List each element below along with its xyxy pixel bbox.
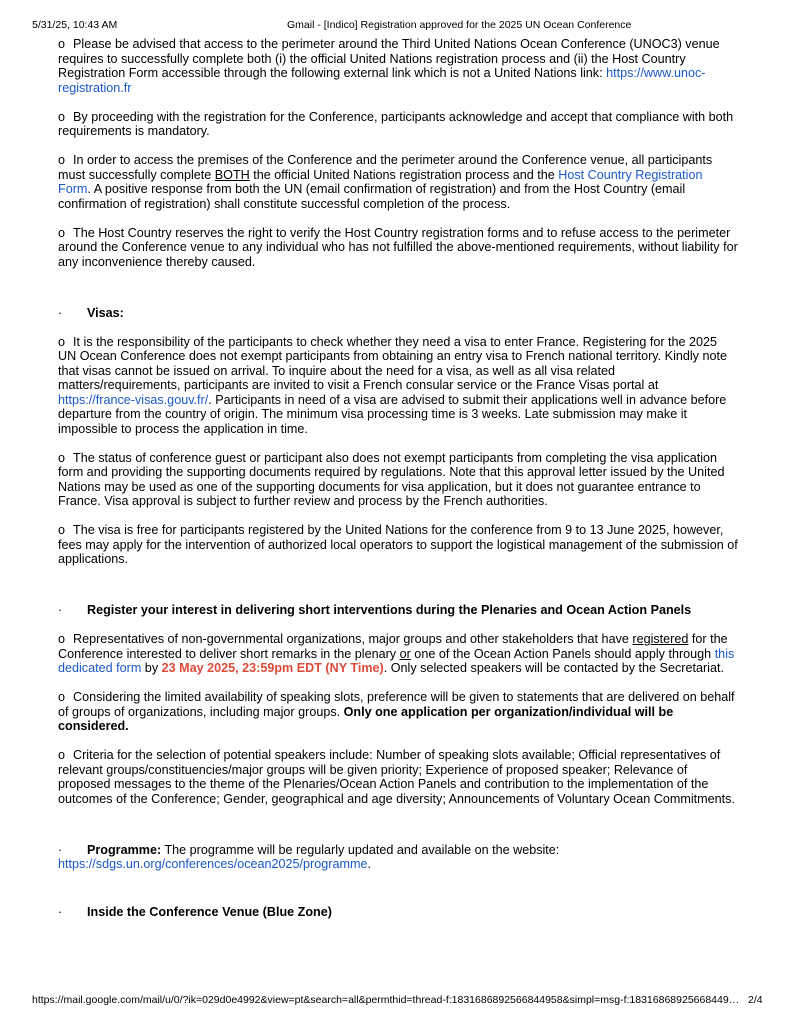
bullet-dot: · — [58, 905, 63, 919]
bullet-dot: · — [58, 305, 63, 320]
section-heading-visas: · Visas: — [58, 305, 124, 320]
print-datetime: 5/31/25, 10:43 AM — [32, 19, 118, 31]
paragraph-compliance: o By proceeding with the registration for the Conference, participants acknowledge and accept that compliance with both requirements is mandatory. — [58, 109, 734, 138]
unoc-registration-link[interactable]: https://www.unoc-registration.fr — [58, 66, 706, 95]
list-marker: o — [58, 748, 66, 762]
email-body — [58, 37, 738, 934]
section-heading-interventions: · Register your interest in delivering short interventions during the Plenaries and Ocean Action Panels — [58, 603, 692, 617]
france-visas-link[interactable]: https://france-visas.gouv.fr/ — [58, 392, 209, 407]
programme-link[interactable]: https://sdgs.un.org/conferences/ocean2025/programme — [58, 857, 368, 871]
host-country-form-link[interactable]: Host Country Registration Form — [58, 167, 703, 196]
paragraph-visa-fees: o The visa is free for participants registered by the United Nations for the conference from 9 to 13 June 2025, however, fees may apply for the intervention of authorized local operators to support the logistical management of the submission of applications. — [58, 523, 738, 566]
paragraph-perimeter-access: o Please be advised that access to the perimeter around the Third United Nations Ocean Conference (UNOC3) venue requires to successfully complete both (i) the official United Nations registration process and (ii) the Host Country Registration Form accessible through the following external link which is not a United Nations link: https://www.unoc-registration.fr — [58, 37, 720, 95]
deadline-text: 23 May 2025, 23:59pm EDT (NY Time) — [161, 661, 384, 675]
section-programme: · Programme: The programme will be regularly updated and available on the website: https://sdgs.un.org/conferences/ocean2025/programme. — [58, 842, 560, 871]
list-marker: o — [58, 334, 66, 349]
paragraph-premises-access: o In order to access the premises of the Conference and the perimeter around the Conference venue, all participants must successfully complete BOTH the official United Nations registration process and the Host Country Registration Form. A positive response from both the UN (email confirmation of registration) and from the Host Country (email confirmation of registration) shall constitute successful completion of the process. — [58, 153, 713, 211]
paragraph-host-country-rights: o The Host Country reserves the right to verify the Host Country registration forms and to refuse access to the perimeter around the Conference venue to any individual who has not fulfilled the above-mentioned requirements, without liability for any inconvenience thereby caused. — [58, 225, 738, 269]
list-marker: o — [58, 523, 66, 537]
list-marker: o — [58, 690, 66, 704]
paragraph-speaking-slots: o Considering the limited availability of speaking slots, preference will be given to statements that are delivered on behalf of groups of organizations, including major groups. Only one application per organization/individual will be considered. — [58, 690, 735, 733]
print-page-number: 2/4 — [748, 994, 763, 1006]
list-marker: o — [58, 153, 66, 167]
bullet-dot: · — [58, 842, 63, 857]
paragraph-visa-status: o The status of conference guest or participant also does not exempt participants from completing the visa application form and providing the supporting documents required by regulations. Note that this approval letter issued by the United Nations may be used as one of the supporting documents for visa application, but it does not guarantee entrance to France. Visa approval is subject to further review and process by the French authorities. — [58, 450, 725, 508]
print-url: https://mail.google.com/mail/u/0/?ik=029d0e4992&view=pt&search=all&permthid=thread-f:1831686892566844958&simpl=msg-f:18316868925668449… — [32, 994, 740, 1006]
list-marker: o — [58, 450, 66, 465]
dedicated-form-link[interactable]: this dedicated form — [58, 646, 735, 675]
bullet-dot: · — [58, 603, 63, 617]
paragraph-visa-responsibility: o It is the responsibility of the participants to check whether they need a visa to enter France. Registering for the 2025 UN Ocean Conference does not exempt participants from obtaining an entry visa to French national territory. Kindly note that visas cannot be issued on arrival. To inquire about the need for a visa, as well as all visa related matters/requirements, participants are invited to visit a French consular service or the France Visas portal at https://france-visas.gouv.fr/. Participants in need of a visa are advised to submit their applications well in advance before departure from the country of origin. The minimum visa processing time is 3 weeks. Late submission may make it impossible to process the application in time. — [58, 334, 727, 436]
paragraph-interventions-apply: o Representatives of non-governmental organizations, major groups and other stakeholders that have registered for the Conference interested to deliver short remarks in the plenary or one of the Ocean Action Panels should apply through this dedicated form by 23 May 2025, 23:59pm EDT (NY Time). Only selected speakers will be contacted by the Secretariat. — [58, 632, 735, 675]
list-marker: o — [58, 37, 66, 51]
list-marker: o — [58, 632, 66, 646]
print-title: Gmail - [Indico] Registration approved for the 2025 UN Ocean Conference — [287, 19, 632, 31]
section-heading-blue-zone: · Inside the Conference Venue (Blue Zone) — [58, 905, 332, 919]
paragraph-selection-criteria: o Criteria for the selection of potential speakers include: Number of speaking slots available; Official representatives of relevant groups/constituencies/major groups will be given priority; Experience of proposed speaker; Relevance of proposed messages to the theme of the Plenaries/Ocean Action Panels and contribution to the implementation of the outcomes of the Conference; Gender, geographical and age diversity; Announcements of Voluntary Ocean Commitments. — [58, 748, 735, 806]
list-marker: o — [58, 225, 66, 240]
list-marker: o — [58, 109, 66, 124]
